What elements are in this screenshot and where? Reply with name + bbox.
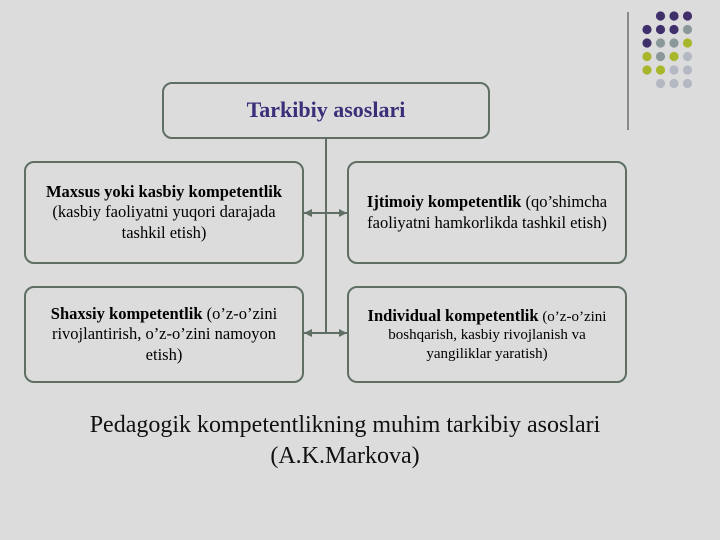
decorative-dot (642, 38, 651, 47)
decorative-dot (669, 38, 678, 47)
decorative-dot (656, 65, 665, 74)
box3-description: (o’z-o’zini rivojlantirish, o’z-o’zini namoyon etish) (51, 304, 278, 364)
decorative-dot (656, 52, 665, 61)
decorative-dot (669, 52, 678, 61)
box4-description: (o’z-o’zini boshqarish, kasbiy rivojlanish va yangiliklar yaratish) (388, 309, 607, 362)
decorative-dot (683, 65, 692, 74)
arrow-right-top (339, 209, 347, 217)
decorative-dot (656, 38, 665, 47)
box1-description: (kasbiy faoliyatni yuqori darajada tashkil etish) (52, 202, 276, 242)
box2-description: (qo’shimcha faoliyatni hamkorlikda tashkil etish) (367, 192, 608, 232)
decorative-dot (656, 79, 665, 88)
decorative-dot (669, 79, 678, 88)
caption-line-2: (A.K.Markova) (270, 443, 420, 470)
decorative-dot (642, 25, 651, 34)
box-individual-competence (347, 286, 627, 383)
title-text: Tarkibiy asoslari (246, 97, 406, 123)
decorative-dot (656, 11, 665, 20)
caption-line-1: Pedagogik kompetentlikning muhim tarkibiy asoslari (89, 412, 601, 438)
decorative-vertical-line (627, 12, 629, 130)
decorative-dot (683, 38, 692, 47)
decorative-dot (683, 52, 692, 61)
box-special-competence (24, 161, 304, 264)
decorative-dot (642, 52, 651, 61)
decorative-dot (656, 25, 665, 34)
caption (40, 410, 650, 472)
decorative-dot (683, 11, 692, 20)
box2-heading: Ijtimoiy kompetentlik (366, 192, 522, 212)
box4-heading: Individual kompetentlik (367, 306, 539, 326)
arrow-left-top (304, 209, 312, 217)
decorative-dot (642, 65, 651, 74)
box1-heading: Maxsus yoki kasbiy kompetentlik (45, 182, 283, 202)
arrow-left-bottom (304, 329, 312, 337)
box3-heading: Shaxsiy kompetentlik (50, 304, 203, 324)
decorative-dot (683, 25, 692, 34)
title-box (162, 82, 490, 139)
decorative-dot (669, 25, 678, 34)
box-personal-competence (24, 286, 304, 383)
arrow-right-bottom (339, 329, 347, 337)
decorative-dot (669, 11, 678, 20)
decorative-dot (669, 65, 678, 74)
box-social-competence (347, 161, 627, 264)
decorative-dot (683, 79, 692, 88)
